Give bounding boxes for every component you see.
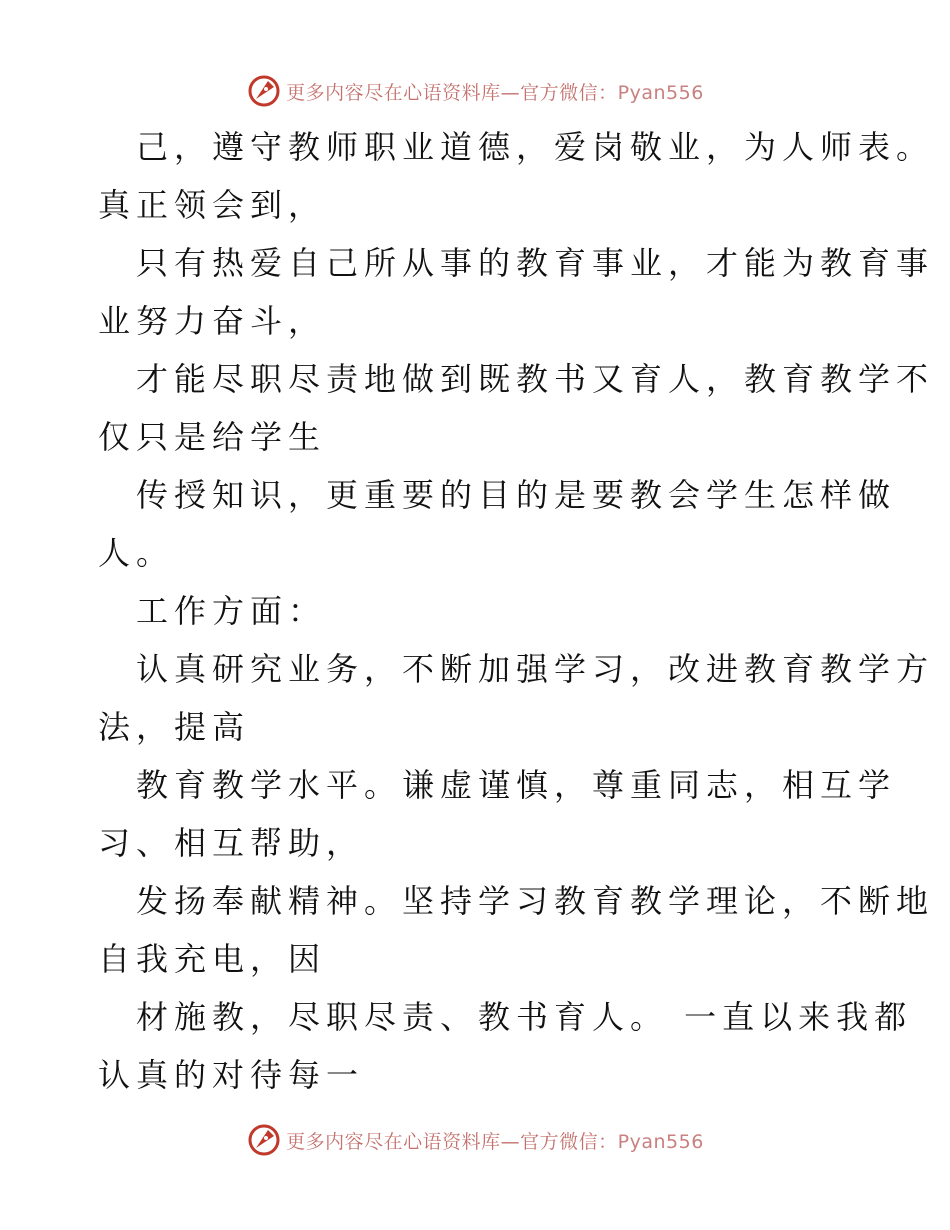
text-line: 传授知识，更重要的目的是要教会学生怎样做	[136, 476, 897, 514]
text-line: 业努力奋斗，	[98, 302, 327, 340]
pen-nib-logo-icon	[246, 1122, 282, 1158]
section-heading: 工作方面：	[136, 592, 327, 630]
text-line: 材施教，尽职尽责、教书育人。 一直以来我都	[136, 998, 913, 1036]
text-line: 仅只是给学生	[98, 418, 327, 456]
footer-wechat-handle: Pyan556	[617, 1130, 704, 1153]
text-line: 才能尽职尽责地做到既教书又育人，教育教学不	[136, 360, 935, 398]
text-line: 自我充电，因	[98, 940, 327, 978]
text-line: 习、相互帮助，	[98, 824, 365, 862]
body-text	[98, 118, 935, 1104]
header-wechat-handle: Pyan556	[617, 81, 704, 104]
text-line: 真正领会到，	[98, 186, 327, 224]
text-line: 人。	[98, 534, 175, 572]
pen-nib-logo-icon	[246, 73, 282, 109]
header-banner	[0, 71, 950, 111]
text-line: 法，提高	[98, 708, 251, 746]
text-line: 教育教学水平。谦虚谨慎，尊重同志，相互学	[136, 766, 897, 804]
header-banner-text: 更多内容尽在心语资料库—官方微信：Pyan556	[286, 81, 704, 104]
footer-banner-text: 更多内容尽在心语资料库—官方微信：Pyan556	[286, 1130, 704, 1153]
text-line: 认真研究业务，不断加强学习，改进教育教学方	[136, 650, 935, 688]
text-line: 只有热爱自己所从事的教育事业，才能为教育事	[136, 244, 935, 282]
text-line: 发扬奉献精神。坚持学习教育教学理论，不断地	[136, 882, 935, 920]
text-line: 己，遵守教师职业道德，爱岗敬业，为人师表。	[136, 128, 935, 166]
text-line: 认真的对待每一	[98, 1056, 365, 1094]
footer-banner	[0, 1120, 950, 1160]
